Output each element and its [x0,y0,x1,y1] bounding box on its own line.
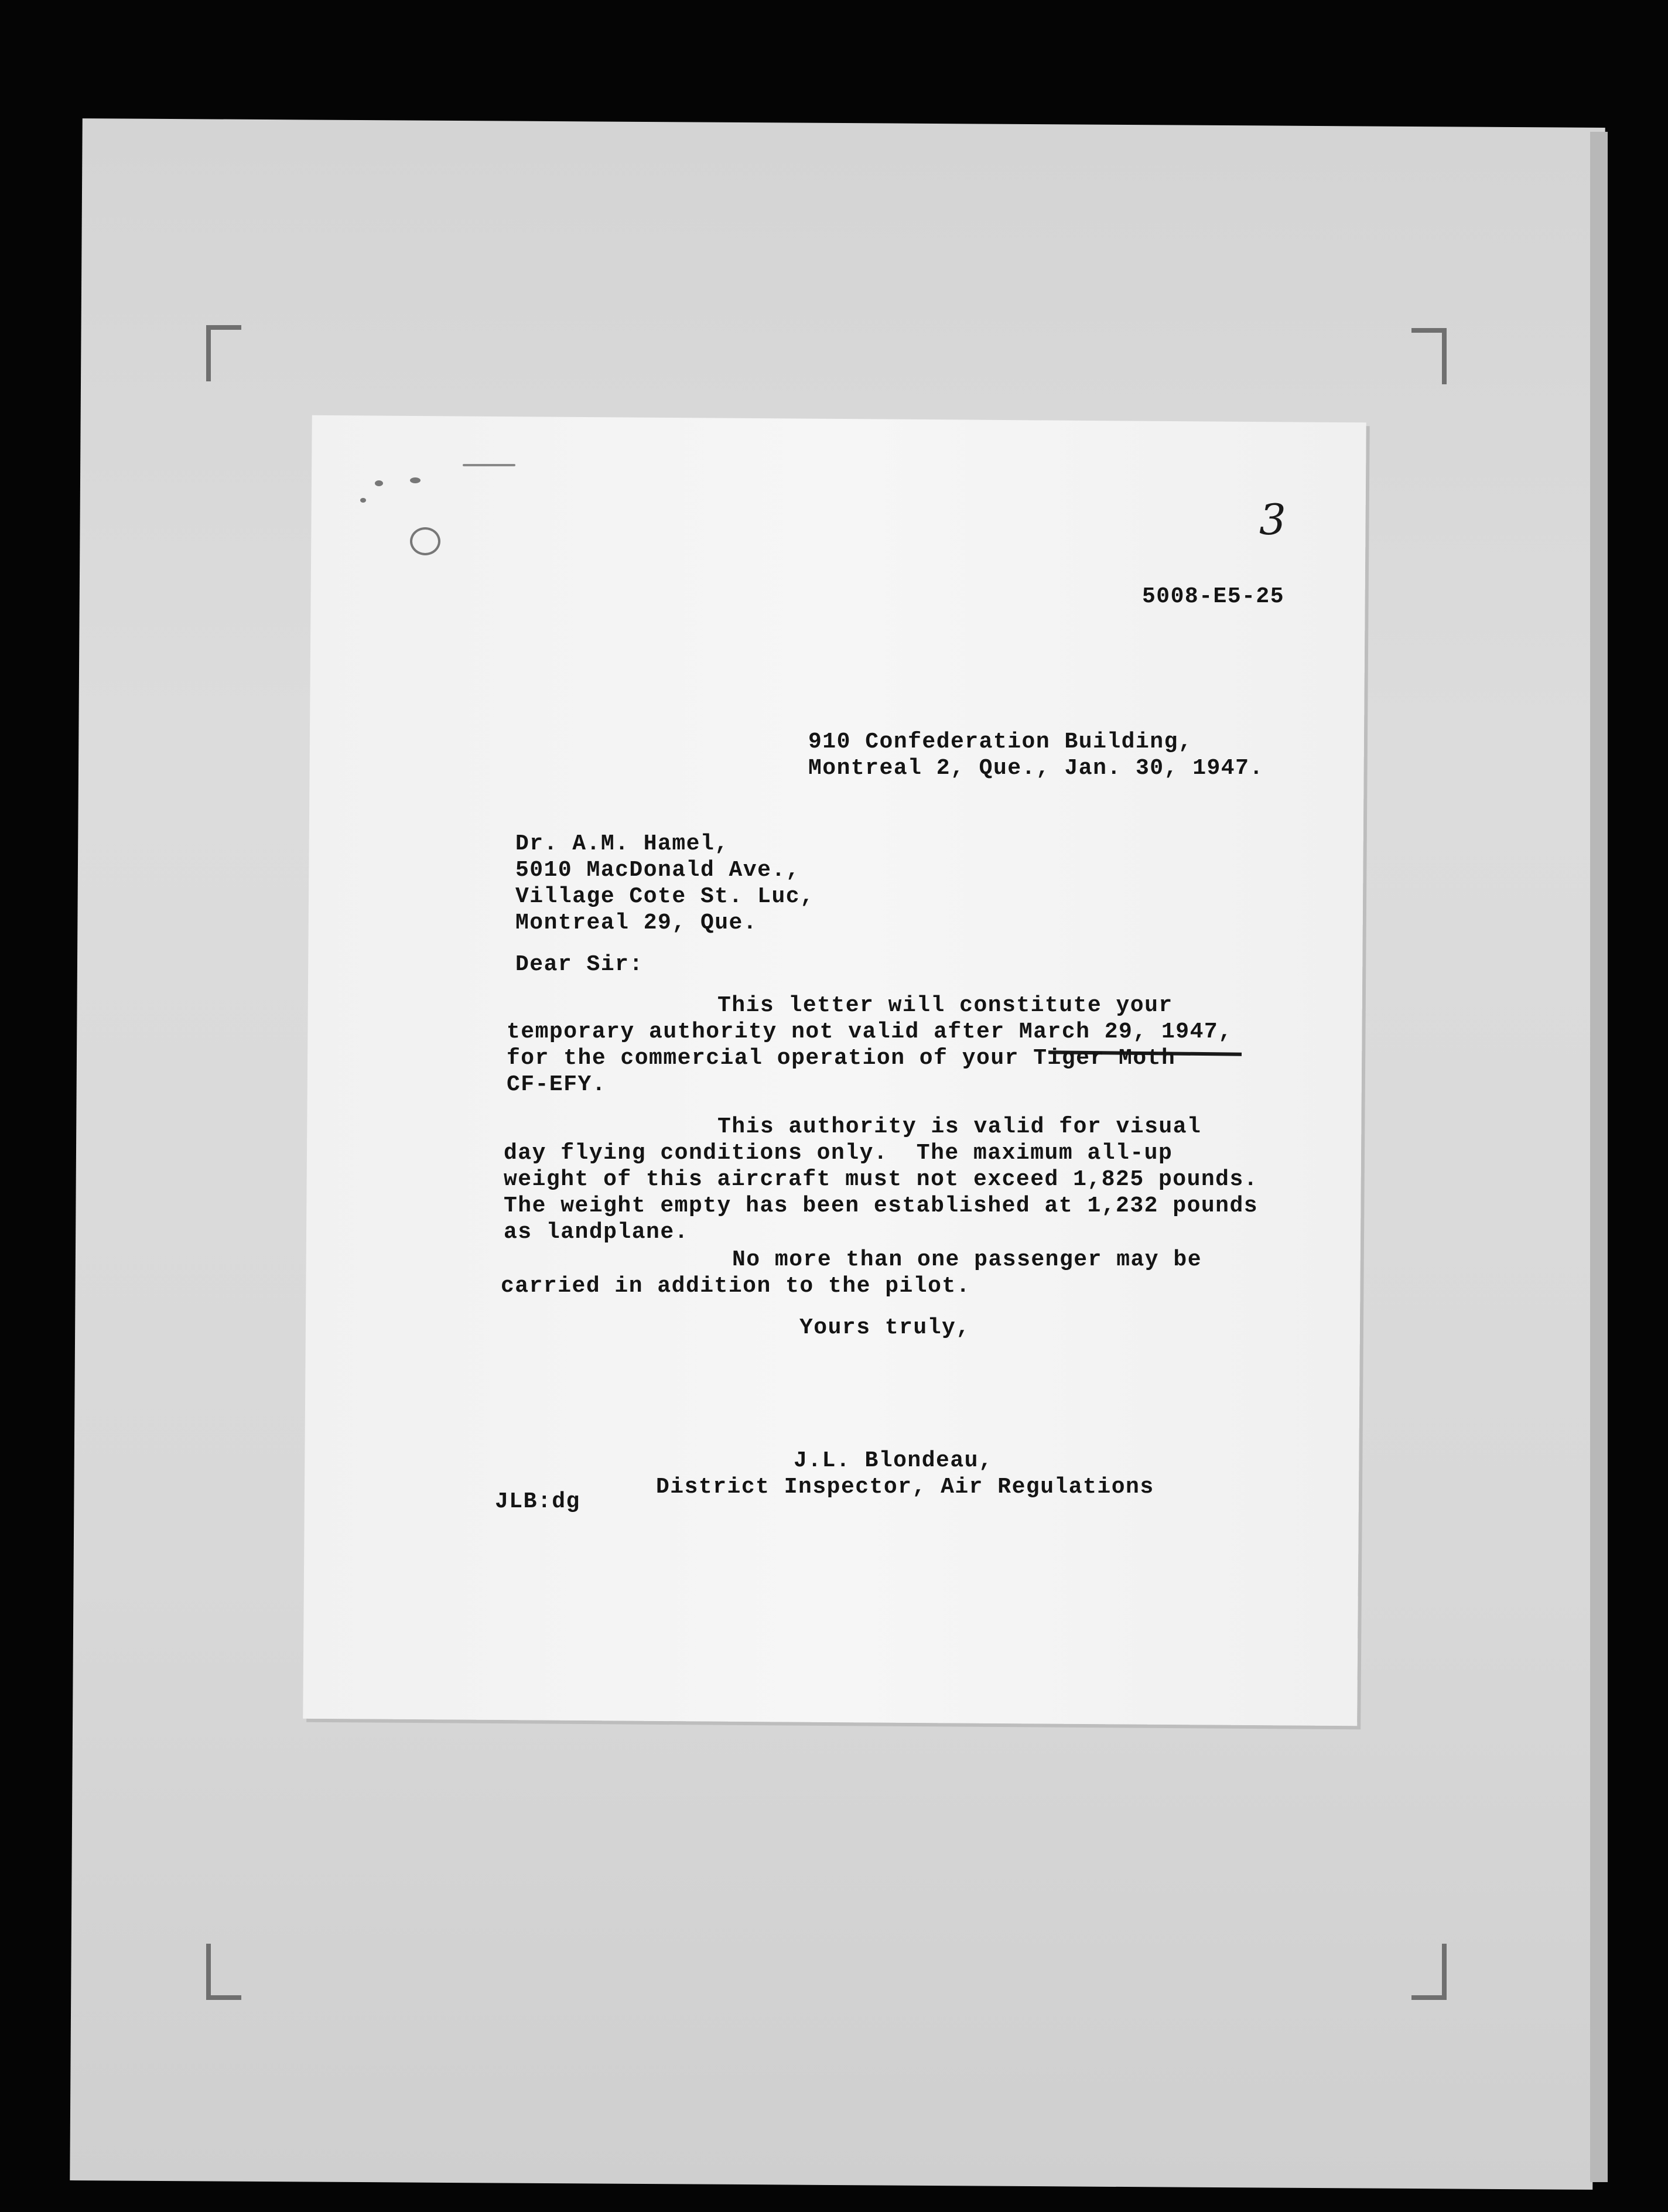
signatory-name: J.L. Blondeau, [794,1448,993,1473]
crop-mark-top-right [1411,328,1447,384]
paragraph2-line1: This authority is valid for visual [717,1114,1202,1139]
signatory-title: District Inspector, Air Regulations [656,1474,1154,1500]
smudge [360,498,366,503]
sender-address-line2: Montreal 2, Que., Jan. 30, 1947. [808,756,1264,781]
paragraph1-line3: for the commercial operation of your Tiger Moth [507,1046,1176,1071]
crop-mark-top-left [206,325,241,381]
recipient-city: Montreal 29, Que. [515,910,758,936]
file-reference: 5008-E5-25 [1142,584,1285,609]
paragraph1-line1: This letter will constitute your [717,993,1173,1018]
sender-address-line1: 910 Confederation Building, [808,729,1193,755]
page-number: 3 [1259,495,1286,544]
paragraph2-line5: as landplane. [504,1220,689,1245]
mount-edge [1590,132,1608,2182]
paragraph1-line4: CF-EFY. [507,1072,607,1097]
paragraph3-line1: No more than one passenger may be [732,1247,1202,1272]
recipient-name: Dr. A.M. Hamel, [515,831,729,856]
smudge [410,477,421,483]
closing: Yours truly, [799,1315,970,1340]
paragraph2-line3: weight of this aircraft must not exceed 1,825 pounds. [504,1167,1259,1192]
paragraph3-line2: carried in addition to the pilot. [501,1274,971,1299]
paragraph1-line2: temporary authority not valid after March 29, 1947, [507,1019,1233,1044]
salutation: Dear Sir: [515,952,644,977]
paragraph2-line4: The weight empty has been established at 1,232 pounds [504,1193,1259,1218]
typist-initials: JLB:dg [495,1489,580,1514]
crop-mark-bottom-right [1411,1944,1447,2000]
crop-mark-bottom-left [206,1944,241,2000]
paragraph2-line2: day flying conditions only. The maximum all-up [504,1141,1173,1166]
recipient-street: 5010 MacDonald Ave., [515,858,801,883]
smudge [410,527,440,555]
recipient-locality: Village Cote St. Luc, [515,884,815,909]
smudge [375,480,383,486]
smudge [463,464,515,466]
